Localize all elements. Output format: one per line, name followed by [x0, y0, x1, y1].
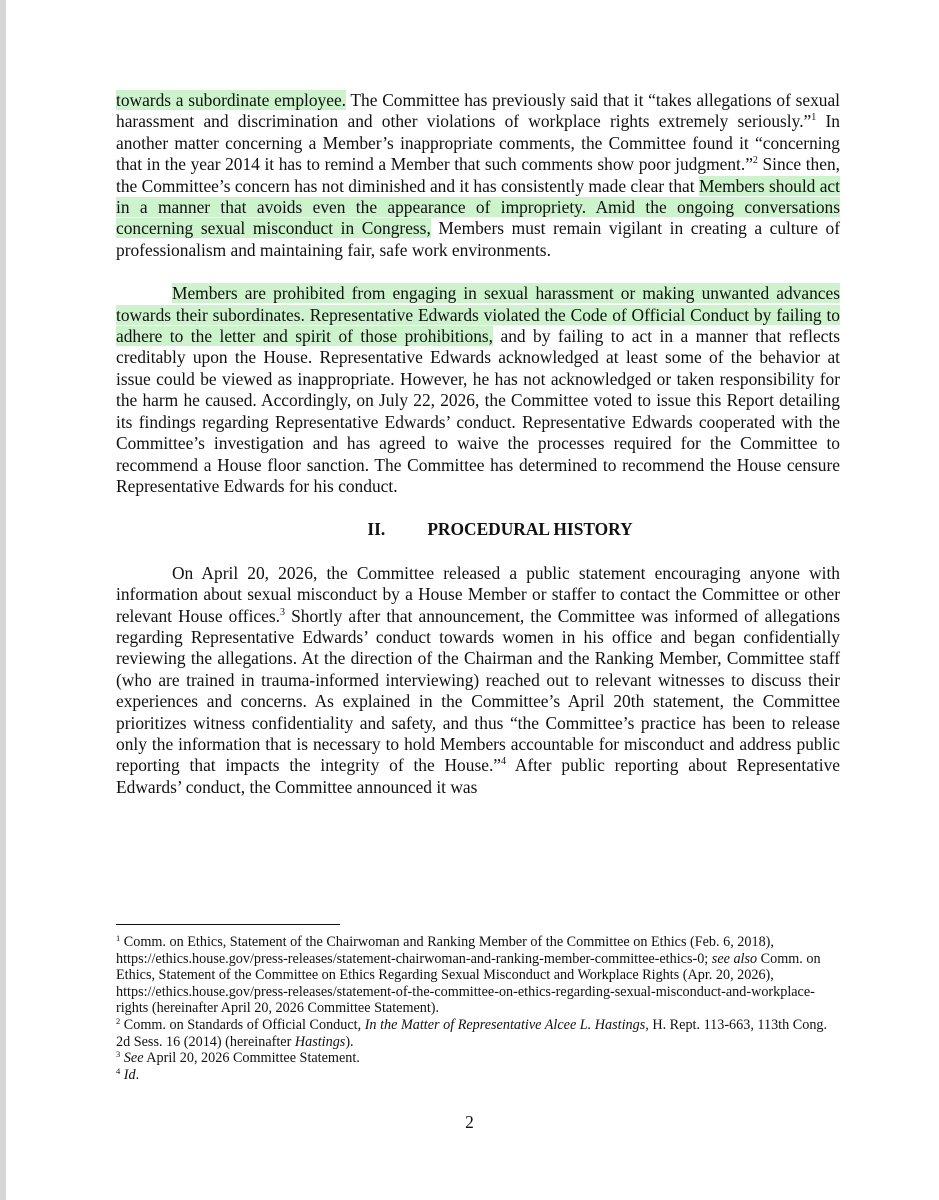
footnotes [116, 934, 840, 1083]
paragraph-gap [116, 497, 840, 519]
footnote-case-name: In the Matter of Representative Alcee L. Hastings [364, 1016, 646, 1033]
footnote-signal: see also [711, 950, 758, 967]
footnote-mark: 2 [116, 1015, 121, 1026]
footnote-text: Comm. on Ethics, Statement of the Chairwoman and Ranking Member of the Committee on Ethics (Feb. 6, 2018), https://ethics.house.gov/press-releases/statement-chairwoman-and-ranking-member-committee-ethics-0; [116, 934, 774, 967]
text: On April 20, 2026, the Committee released a public statement encouraging anyone with information about sexual misconduct by a House Member or staffer to contact the Committee or other relevant House offices. [116, 562, 840, 626]
footnote-mark: 1 [116, 933, 121, 943]
paragraph-violation-summary [116, 283, 840, 497]
document-page [116, 90, 840, 798]
footnote-ref-3[interactable]: 3 [279, 606, 285, 618]
highlight: Members should act in a manner that avoids even the appearance of impropriety. Amid the ongoing conversations concerning sexual misconduct in Congress, [116, 175, 840, 239]
footnote-1 [116, 934, 840, 1017]
footnote-ref-4[interactable]: 4 [501, 756, 507, 768]
page-number: 2 [465, 1112, 474, 1132]
footnote-3 [116, 1050, 840, 1067]
text: and by failing to act in a manner that reflects creditably upon the House. Representative Edwards acknowledged at least some of the behavior at issue could be viewed as inappropriate. However, he has not acknowledged or taken responsibility for the harm he caused. Accordingly, on July 22, 2026, the Committee voted to issue this Report detailing its findings regarding Representative Edwards’ conduct. Representative Edwards cooperated with the Committee’s investigation and has agreed to waive the processes required for the Committee to recommend a House floor sanction. The Committee has determined to recommend the House censure Representative Edwards for his conduct. [116, 326, 840, 496]
paragraph-procedural-history [116, 563, 840, 798]
text: In another matter concerning a Member’s inappropriate comments, the Committee found it “concerning that in the year 2014 it has to remind a Member that such comments show poor judgment.” [116, 111, 840, 175]
text: Members must remain vigilant in creating a culture of professionalism and maintaining fair, safe work environments. [116, 218, 840, 260]
footnote-mark: 4 [116, 1065, 121, 1076]
text: Since then, the Committee’s concern has not diminished and it has consistently made clear that [116, 154, 840, 196]
footnote-text: ). [345, 1033, 354, 1050]
section-number: II. [367, 519, 386, 540]
footnote-text: . [135, 1066, 140, 1083]
footnote-ref-2[interactable]: 2 [752, 155, 758, 167]
paragraph-committee-statements [116, 90, 840, 261]
page-edge [0, 0, 6, 1200]
text: The Committee has previously said that it “takes allegations of sexual harassment and discrimination and other violations of workplace rights extremely seriously.” [116, 90, 841, 132]
footnote-text: Comm. on Standards of Official Conduct, [120, 1016, 365, 1033]
footnote-text: , H. Rept. 113-663, 113th Cong. 2d Sess. 16 (2014) (hereinafter [116, 1016, 828, 1050]
text: Shortly after that announcement, the Committee was informed of allegations regarding Representative Edwards’ conduct towards women in his office and began confidentially reviewing the allegations. At the direction of the Chairman and the Ranking Member, Committee staff (who are trained in trauma-informed interviewing) reached out to relevant witnesses to discuss their experiences and concerns. As explained in the Committee’s April 20th statement, the Committee prioritizes witness confidentiality and safety, and thus “the Committee’s practice has been to release only the information that is necessary to hold Members accountable for misconduct and address public reporting that impacts the integrity of the House.” [116, 605, 840, 776]
footnote-separator [116, 924, 340, 925]
footnote-4 [116, 1067, 840, 1084]
paragraph-gap [116, 261, 840, 283]
text: After public reporting about Representative Edwards’ conduct, the Committee announced it was [116, 755, 840, 797]
footnote-text: Comm. on Ethics, Statement of the Committee on Ethics Regarding Sexual Misconduct and Workplace Rights (Apr. 20, 2026), https://ethics.house.gov/press-releases/statement-of-the-committee-on-ethics-regarding-sexual-misconduct-and-workplace-rights (hereinafter April 20, 2026 Committee Statement). [116, 950, 821, 1017]
section-title: PROCEDURAL HISTORY [427, 519, 633, 540]
highlight: towards a subordinate employee. [116, 90, 347, 110]
footnote-text: April 20, 2026 Committee Statement. [143, 1050, 360, 1067]
footnote-signal: See [120, 1050, 144, 1067]
section-heading [116, 519, 840, 540]
footnote-2 [116, 1017, 840, 1050]
highlight: Members are prohibited from engaging in sexual harassment or making unwanted advances towards their subordinates. Representative Edwards violated the Code of Official Conduct by failing to adhere to the letter and spirit of those prohibitions, [116, 283, 840, 347]
footnote-mark: 3 [116, 1049, 121, 1060]
paragraph-gap [116, 541, 840, 563]
footnote-signal: Id [120, 1066, 136, 1083]
footnote-ref-1[interactable]: 1 [811, 112, 817, 124]
footnote-short-name: Hastings [294, 1033, 346, 1050]
